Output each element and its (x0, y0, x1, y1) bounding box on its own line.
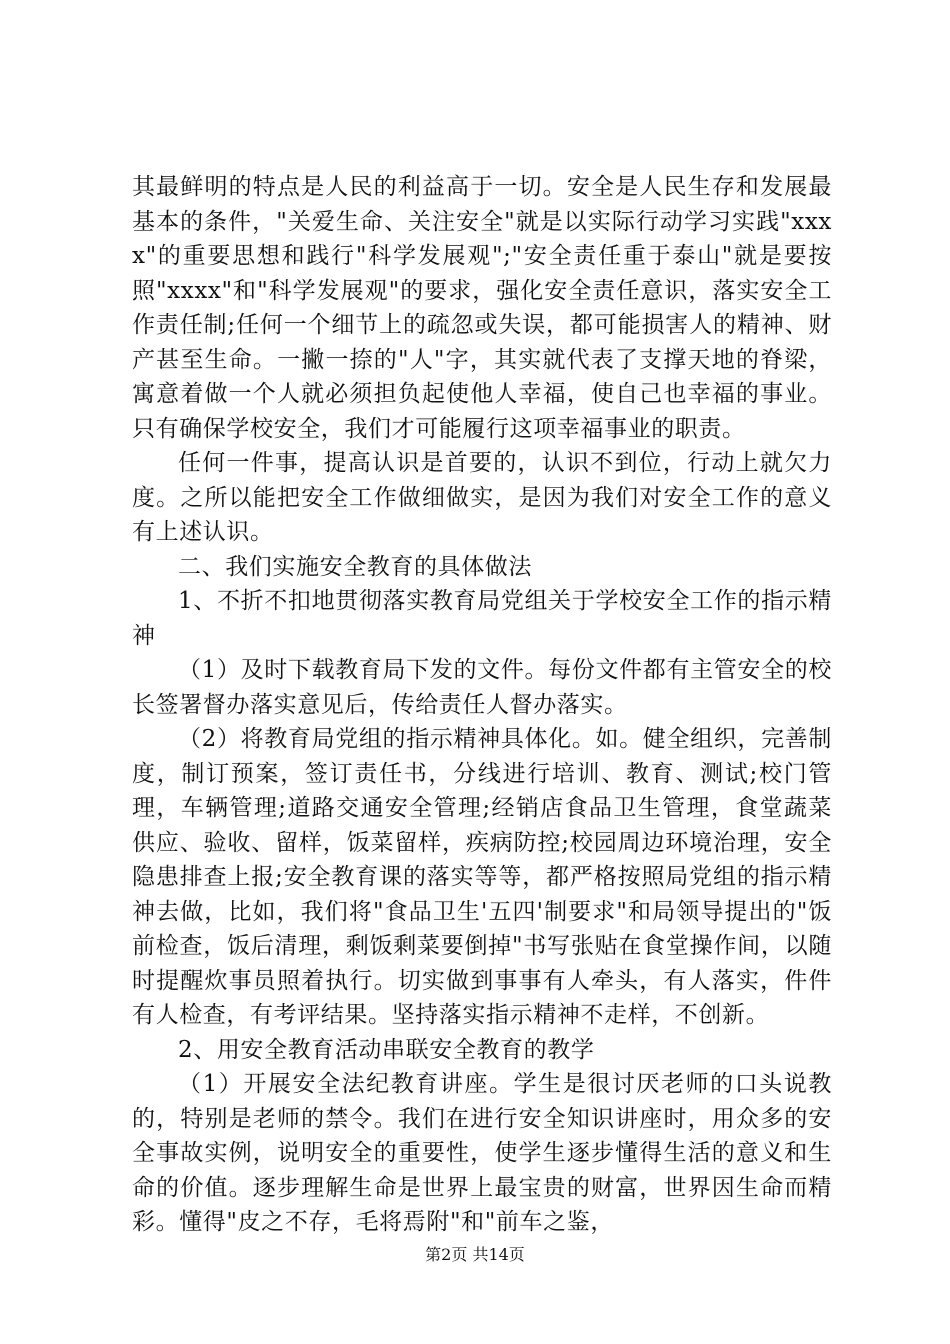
subsection-heading-2: 2、用安全教育活动串联安全教育的教学 (178, 1036, 595, 1063)
paragraph-item-1-1: （1）及时下载教育局下发的文件。每份文件都有主管安全的校长签署督办落实意见后，传给责任人督办落实。 (132, 657, 832, 718)
paragraph-1: 其最鲜明的特点是人民的利益高于一切。安全是人民生存和发展最基本的条件，"关爱生命、关注安全"就是以实际行动学习实践"xxxx"的重要思想和践行"科学发展观";"安全责任重于泰山"就是要按照"xxxx"和"科学发展观"的要求，强化安全责任意识，落实安全工作责任制;任何一个细节上的疏忽或失误，都可能损害人的精神、财产甚至生命。一撇一捺的"人"字，其实就代表了支撑天地的脊梁，寓意着做一个人就必须担负起使他人幸福，使自己也幸福的事业。只有确保学校安全，我们才可能履行这项幸福事业的职责。 (132, 174, 832, 442)
page-number-footer: 第2页 共14页 (425, 1245, 525, 1264)
paragraph-2: 任何一件事，提高认识是首要的，认识不到位，行动上就欠力度。之所以能把安全工作做细做实，是因为我们对安全工作的意义有上述认识。 (132, 450, 832, 545)
paragraph-item-2-1: （1）开展安全法纪教育讲座。学生是很讨厌老师的口头说教的，特别是老师的禁令。我们在进行安全知识讲座时，用众多的安全事故实例，说明安全的重要性，使学生逐步懂得生活的意义和生命的价值。逐步理解生命是世界上最宝贵的财富，世界因生命而精彩。懂得"皮之不存，毛将焉附"和"前车之鉴， (132, 1071, 832, 1235)
paragraph-item-1-2: （2）将教育局党组的指示精神具体化。如。健全组织，完善制度，制订预案，签订责任书，分线进行培训、教育、测试;校门管理，车辆管理;道路交通安全管理;经销店食品卫生管理，食堂蔬菜供应、验收、留样，饭菜留样，疾病防控;校园周边环境治理，安全隐患排查上报;安全教育课的落实等等，都严格按照局党组的指示精神去做，比如，我们将"食品卫生'五四'制要求"和局领导提出的"饭前检查，饭后清理，剩饭剩菜要倒掉"书写张贴在食堂操作间，以随时提醒炊事员照着执行。切实做到事事有人牵头，有人落实，件件有人检查，有考评结果。坚持落实指示精神不走样，不创新。 (132, 726, 832, 1028)
subsection-heading-1: 1、不折不扣地贯彻落实教育局党组关于学校安全工作的指示精神 (132, 588, 832, 649)
section-heading-2: 二、我们实施安全教育的具体做法 (178, 553, 532, 580)
document-body (132, 170, 832, 1240)
